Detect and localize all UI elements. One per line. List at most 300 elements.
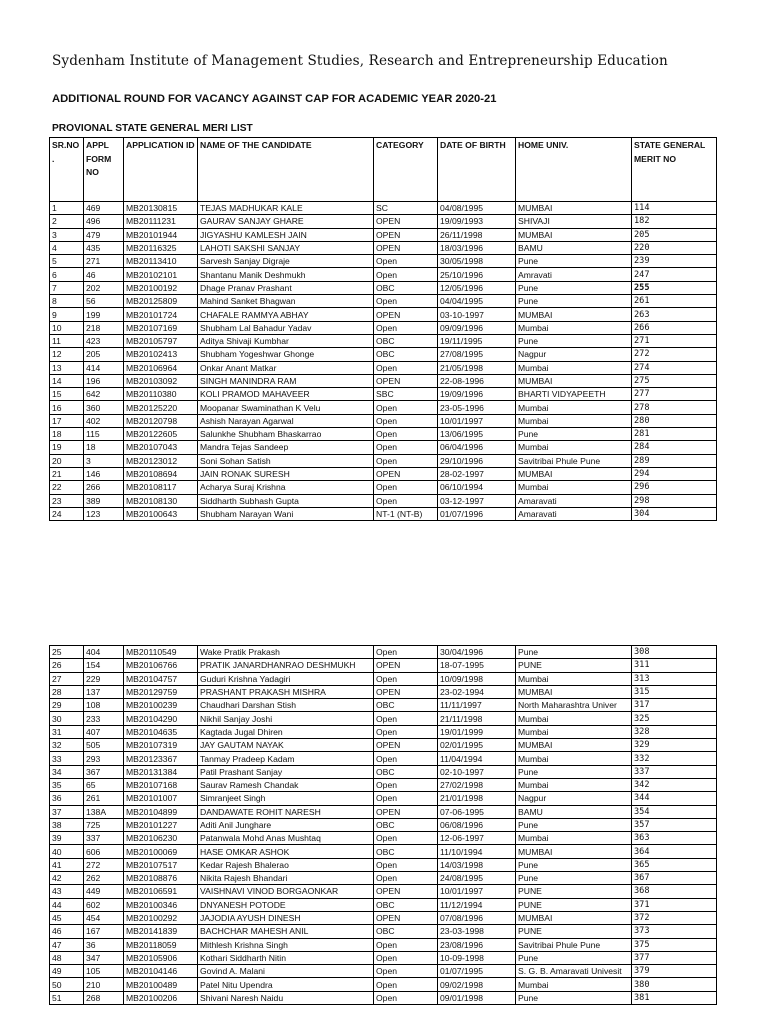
cell-candidate-name: Kothari Siddharth Nitin	[198, 951, 374, 964]
cell-date-of-birth: 28-02-1997	[438, 467, 516, 480]
cell-candidate-name: Tanmay Pradeep Kadam	[198, 752, 374, 765]
cell-date-of-birth: 23-03-1998	[438, 925, 516, 938]
cell-application-id: MB20110549	[124, 646, 198, 659]
cell-sr-no: 40	[50, 845, 84, 858]
cell-sr-no: 13	[50, 361, 84, 374]
cell-application-id: MB20116325	[124, 241, 198, 254]
cell-appl-form-no: 3	[84, 454, 124, 467]
table-row	[50, 765, 717, 778]
cell-category: Open	[374, 268, 438, 281]
cell-appl-form-no: 449	[84, 885, 124, 898]
cell-category: Open	[374, 646, 438, 659]
cell-category: OPEN	[374, 241, 438, 254]
cell-candidate-name: VAISHNAVI VINOD BORGAONKAR	[198, 885, 374, 898]
cell-sr-no: 48	[50, 951, 84, 964]
cell-date-of-birth: 04/04/1995	[438, 295, 516, 308]
cell-merit-no: 372	[632, 911, 717, 924]
cell-sr-no: 41	[50, 858, 84, 871]
col-candidate-name: NAME OF THE CANDIDATE	[198, 138, 374, 202]
cell-category: Open	[374, 965, 438, 978]
cell-category: OBC	[374, 845, 438, 858]
cell-sr-no: 18	[50, 428, 84, 441]
cell-application-id: MB20101007	[124, 792, 198, 805]
cell-candidate-name: Aditi Anil Jungharе	[198, 818, 374, 831]
cell-candidate-name: Patil Prashant Sanjay	[198, 765, 374, 778]
cell-sr-no: 46	[50, 925, 84, 938]
cell-home-univ: Mumbai	[516, 712, 632, 725]
table-row	[50, 885, 717, 898]
cell-category: Open	[374, 401, 438, 414]
cell-application-id: MB20106766	[124, 659, 198, 672]
cell-appl-form-no: 123	[84, 507, 124, 520]
cell-appl-form-no: 271	[84, 255, 124, 268]
cell-sr-no: 23	[50, 494, 84, 507]
table-header-row	[50, 138, 717, 202]
cell-application-id: MB20100346	[124, 898, 198, 911]
table-row	[50, 699, 717, 712]
cell-home-univ: Pune	[516, 646, 632, 659]
cell-merit-no: 272	[632, 348, 717, 361]
cell-merit-no: 368	[632, 885, 717, 898]
cell-candidate-name: Siddharth Subhash Gupta	[198, 494, 374, 507]
cell-sr-no: 42	[50, 872, 84, 885]
merit-table-2	[49, 645, 717, 1005]
cell-home-univ: Mumbai	[516, 401, 632, 414]
cell-merit-no: 281	[632, 428, 717, 441]
table-row	[50, 454, 717, 467]
cell-application-id: MB20120798	[124, 414, 198, 427]
cell-candidate-name: Onkar Anant Matkar	[198, 361, 374, 374]
cell-home-univ: Pune	[516, 428, 632, 441]
cell-appl-form-no: 56	[84, 295, 124, 308]
cell-application-id: MB20100239	[124, 699, 198, 712]
cell-sr-no: 19	[50, 441, 84, 454]
cell-date-of-birth: 21/01/1998	[438, 792, 516, 805]
cell-category: Open	[374, 454, 438, 467]
cell-home-univ: Mumbai	[516, 361, 632, 374]
cell-home-univ: MUMBAI	[516, 685, 632, 698]
cell-category: OBC	[374, 925, 438, 938]
cell-date-of-birth: 11/10/1994	[438, 845, 516, 858]
cell-appl-form-no: 218	[84, 321, 124, 334]
cell-category: Open	[374, 428, 438, 441]
table-row	[50, 978, 717, 991]
cell-category: Open	[374, 361, 438, 374]
cell-application-id: MB20101944	[124, 228, 198, 241]
cell-sr-no: 25	[50, 646, 84, 659]
cell-home-univ: MUMBAI	[516, 228, 632, 241]
cell-sr-no: 1	[50, 202, 84, 215]
cell-candidate-name: CHAFALE RAMMYA ABHAY	[198, 308, 374, 321]
table-row	[50, 494, 717, 507]
cell-category: OPEN	[374, 467, 438, 480]
cell-category: Open	[374, 441, 438, 454]
table-row	[50, 778, 717, 791]
cell-home-univ: Amravati	[516, 268, 632, 281]
cell-merit-no: 317	[632, 699, 717, 712]
cell-date-of-birth: 07/08/1996	[438, 911, 516, 924]
cell-merit-no: 296	[632, 481, 717, 494]
cell-sr-no: 35	[50, 778, 84, 791]
cell-date-of-birth: 10/01/1997	[438, 885, 516, 898]
cell-merit-no: 247	[632, 268, 717, 281]
cell-candidate-name: Acharya Suraj Krishna	[198, 481, 374, 494]
cell-merit-no: 328	[632, 725, 717, 738]
cell-appl-form-no: 229	[84, 672, 124, 685]
cell-candidate-name: Saurav Ramesh Chandak	[198, 778, 374, 791]
cell-application-id: MB20108876	[124, 872, 198, 885]
cell-sr-no: 28	[50, 685, 84, 698]
cell-application-id: MB20100069	[124, 845, 198, 858]
cell-home-univ: Mumbai	[516, 481, 632, 494]
cell-appl-form-no: 423	[84, 334, 124, 347]
cell-date-of-birth: 23-05-1996	[438, 401, 516, 414]
table-row	[50, 348, 717, 361]
table-row	[50, 228, 717, 241]
cell-application-id: MB20123367	[124, 752, 198, 765]
cell-home-univ: BAMU	[516, 241, 632, 254]
cell-category: OPEN	[374, 685, 438, 698]
cell-merit-no: 365	[632, 858, 717, 871]
cell-sr-no: 11	[50, 334, 84, 347]
table-row	[50, 725, 717, 738]
cell-appl-form-no: 261	[84, 792, 124, 805]
table-row	[50, 739, 717, 752]
cell-sr-no: 39	[50, 832, 84, 845]
cell-sr-no: 49	[50, 965, 84, 978]
cell-appl-form-no: 602	[84, 898, 124, 911]
cell-appl-form-no: 293	[84, 752, 124, 765]
cell-category: SC	[374, 202, 438, 215]
cell-category: OBC	[374, 699, 438, 712]
cell-merit-no: 379	[632, 965, 717, 978]
cell-candidate-name: BACHCHAR MAHESH ANIL	[198, 925, 374, 938]
cell-category: Open	[374, 725, 438, 738]
cell-date-of-birth: 23/08/1996	[438, 938, 516, 951]
cell-application-id: MB20107169	[124, 321, 198, 334]
cell-category: OPEN	[374, 739, 438, 752]
table-row	[50, 414, 717, 427]
cell-appl-form-no: 272	[84, 858, 124, 871]
cell-candidate-name: Simranjeet Singh	[198, 792, 374, 805]
cell-appl-form-no: 389	[84, 494, 124, 507]
cell-merit-no: 380	[632, 978, 717, 991]
cell-home-univ: Mumbai	[516, 441, 632, 454]
cell-sr-no: 36	[50, 792, 84, 805]
cell-category: SBC	[374, 388, 438, 401]
cell-home-univ: Pune	[516, 295, 632, 308]
cell-category: OPEN	[374, 308, 438, 321]
cell-sr-no: 33	[50, 752, 84, 765]
cell-candidate-name: Ashish Narayan Agarwal	[198, 414, 374, 427]
col-sr-no: SR.NO .	[50, 138, 84, 202]
cell-date-of-birth: 27/08/1995	[438, 348, 516, 361]
cell-category: Open	[374, 295, 438, 308]
cell-merit-no: 311	[632, 659, 717, 672]
cell-home-univ: Pune	[516, 951, 632, 964]
cell-merit-no: 377	[632, 951, 717, 964]
table-row	[50, 215, 717, 228]
cell-appl-form-no: 367	[84, 765, 124, 778]
cell-appl-form-no: 337	[84, 832, 124, 845]
cell-merit-no: 278	[632, 401, 717, 414]
cell-appl-form-no: 137	[84, 685, 124, 698]
cell-sr-no: 9	[50, 308, 84, 321]
table-row	[50, 911, 717, 924]
cell-date-of-birth: 09/09/1996	[438, 321, 516, 334]
cell-application-id: MB20104757	[124, 672, 198, 685]
cell-appl-form-no: 404	[84, 646, 124, 659]
cell-sr-no: 2	[50, 215, 84, 228]
cell-merit-no: 220	[632, 241, 717, 254]
cell-home-univ: Savitribai Phule Pune	[516, 938, 632, 951]
cell-date-of-birth: 29/10/1996	[438, 454, 516, 467]
cell-candidate-name: Salunkhe Shubham Bhaskarrao	[198, 428, 374, 441]
cell-date-of-birth: 24/08/1995	[438, 872, 516, 885]
cell-candidate-name: Aditya Shivaji Kumbhar	[198, 334, 374, 347]
cell-application-id: MB20110380	[124, 388, 198, 401]
cell-home-univ: PUNE	[516, 885, 632, 898]
col-category: CATEGORY	[374, 138, 438, 202]
cell-candidate-name: KOLI PRAMOD MAHAVEER	[198, 388, 374, 401]
cell-appl-form-no: 642	[84, 388, 124, 401]
cell-application-id: MB20125220	[124, 401, 198, 414]
round-title: ADDITIONAL ROUND FOR VACANCY AGAINST CAP FOR ACADEMIC YEAR 2020-21	[52, 93, 497, 105]
cell-merit-no: 275	[632, 374, 717, 387]
cell-home-univ: Mumbai	[516, 321, 632, 334]
cell-appl-form-no: 196	[84, 374, 124, 387]
cell-merit-no: 271	[632, 334, 717, 347]
cell-candidate-name: PRATIK JANARDHANRAO DESHMUKH	[198, 659, 374, 672]
cell-merit-no: 205	[632, 228, 717, 241]
cell-candidate-name: Guduri Krishna Yadagiri	[198, 672, 374, 685]
table-row	[50, 672, 717, 685]
cell-date-of-birth: 10/09/1998	[438, 672, 516, 685]
cell-merit-no: 371	[632, 898, 717, 911]
cell-category: Open	[374, 872, 438, 885]
cell-category: OBC	[374, 818, 438, 831]
cell-candidate-name: TEJAS MADHUKAR KALE	[198, 202, 374, 215]
cell-home-univ: BHARTI VIDYAPEETH	[516, 388, 632, 401]
cell-date-of-birth: 10-09-1998	[438, 951, 516, 964]
cell-merit-no: 182	[632, 215, 717, 228]
cell-merit-no: 337	[632, 765, 717, 778]
cell-category: OPEN	[374, 911, 438, 924]
table-row	[50, 818, 717, 831]
cell-application-id: MB20102101	[124, 268, 198, 281]
cell-home-univ: Mumbai	[516, 752, 632, 765]
cell-category: Open	[374, 481, 438, 494]
cell-candidate-name: Mandra Tejas Sandeep	[198, 441, 374, 454]
cell-appl-form-no: 360	[84, 401, 124, 414]
institute-title: Sydenham Institute of Management Studies, Research and Entrepreneurship Education	[52, 53, 668, 69]
cell-appl-form-no: 65	[84, 778, 124, 791]
cell-home-univ: Pune	[516, 818, 632, 831]
cell-sr-no: 15	[50, 388, 84, 401]
cell-category: OPEN	[374, 215, 438, 228]
table-row	[50, 202, 717, 215]
cell-date-of-birth: 02/01/1995	[438, 739, 516, 752]
cell-sr-no: 20	[50, 454, 84, 467]
cell-sr-no: 24	[50, 507, 84, 520]
cell-candidate-name: Wake Pratik Prakash	[198, 646, 374, 659]
cell-appl-form-no: 233	[84, 712, 124, 725]
cell-home-univ: Pune	[516, 765, 632, 778]
cell-candidate-name: Mahind Sanket Bhagwan	[198, 295, 374, 308]
cell-application-id: MB20123012	[124, 454, 198, 467]
cell-category: OPEN	[374, 228, 438, 241]
cell-home-univ: Pune	[516, 872, 632, 885]
cell-merit-no: 304	[632, 507, 717, 520]
cell-appl-form-no: 725	[84, 818, 124, 831]
cell-appl-form-no: 36	[84, 938, 124, 951]
cell-appl-form-no: 435	[84, 241, 124, 254]
table-row	[50, 361, 717, 374]
cell-sr-no: 47	[50, 938, 84, 951]
cell-appl-form-no: 154	[84, 659, 124, 672]
list-title: PROVIONAL STATE GENERAL MERI LIST	[52, 123, 253, 134]
cell-sr-no: 37	[50, 805, 84, 818]
cell-sr-no: 45	[50, 911, 84, 924]
cell-sr-no: 16	[50, 401, 84, 414]
cell-home-univ: BAMU	[516, 805, 632, 818]
cell-category: Open	[374, 778, 438, 791]
cell-home-univ: Mumbai	[516, 978, 632, 991]
cell-application-id: MB20105797	[124, 334, 198, 347]
cell-category: OBC	[374, 348, 438, 361]
table-row	[50, 281, 717, 294]
cell-home-univ: MUMBAI	[516, 374, 632, 387]
col-merit-no: STATE GENERAL MERIT NO	[632, 138, 717, 202]
cell-category: Open	[374, 991, 438, 1004]
cell-appl-form-no: 205	[84, 348, 124, 361]
cell-merit-no: 332	[632, 752, 717, 765]
table-row	[50, 965, 717, 978]
cell-candidate-name: Soni Sohan Satish	[198, 454, 374, 467]
cell-candidate-name: Kagtada Jugal Dhiren	[198, 725, 374, 738]
cell-sr-no: 17	[50, 414, 84, 427]
table-row	[50, 991, 717, 1004]
cell-date-of-birth: 09/02/1998	[438, 978, 516, 991]
cell-home-univ: PUNE	[516, 898, 632, 911]
cell-date-of-birth: 25/10/1996	[438, 268, 516, 281]
cell-merit-no: 329	[632, 739, 717, 752]
cell-category: Open	[374, 255, 438, 268]
cell-application-id: MB20100489	[124, 978, 198, 991]
cell-date-of-birth: 21/05/1998	[438, 361, 516, 374]
table-row	[50, 712, 717, 725]
table-row	[50, 752, 717, 765]
cell-appl-form-no: 46	[84, 268, 124, 281]
cell-sr-no: 21	[50, 467, 84, 480]
cell-date-of-birth: 19/09/1996	[438, 388, 516, 401]
cell-date-of-birth: 02-10-1997	[438, 765, 516, 778]
cell-application-id: MB20108694	[124, 467, 198, 480]
cell-merit-no: 266	[632, 321, 717, 334]
table-row	[50, 441, 717, 454]
cell-sr-no: 34	[50, 765, 84, 778]
table-row	[50, 295, 717, 308]
cell-application-id: MB20101227	[124, 818, 198, 831]
cell-date-of-birth: 26/11/1998	[438, 228, 516, 241]
cell-appl-form-no: 199	[84, 308, 124, 321]
cell-merit-no: 255	[632, 281, 717, 294]
cell-category: Open	[374, 978, 438, 991]
cell-candidate-name: Sarvesh Sanjay Digraje	[198, 255, 374, 268]
cell-date-of-birth: 11/11/1997	[438, 699, 516, 712]
cell-candidate-name: DANDAWATE ROHIT NARESH	[198, 805, 374, 818]
cell-category: Open	[374, 792, 438, 805]
cell-sr-no: 5	[50, 255, 84, 268]
cell-candidate-name: JAIN RONAK SURESH	[198, 467, 374, 480]
cell-appl-form-no: 105	[84, 965, 124, 978]
cell-sr-no: 30	[50, 712, 84, 725]
cell-application-id: MB20104899	[124, 805, 198, 818]
cell-merit-no: 344	[632, 792, 717, 805]
cell-date-of-birth: 07-06-1995	[438, 805, 516, 818]
cell-merit-no: 373	[632, 925, 717, 938]
table-row	[50, 951, 717, 964]
cell-sr-no: 4	[50, 241, 84, 254]
cell-appl-form-no: 108	[84, 699, 124, 712]
cell-category: OPEN	[374, 805, 438, 818]
cell-candidate-name: JIGYASHU KAMLESH JAIN	[198, 228, 374, 241]
cell-application-id: MB20141839	[124, 925, 198, 938]
cell-appl-form-no: 414	[84, 361, 124, 374]
cell-merit-no: 274	[632, 361, 717, 374]
cell-merit-no: 261	[632, 295, 717, 308]
cell-application-id: MB20100643	[124, 507, 198, 520]
cell-home-univ: Mumbai	[516, 725, 632, 738]
cell-date-of-birth: 27/02/1998	[438, 778, 516, 791]
table-row	[50, 646, 717, 659]
cell-category: Open	[374, 414, 438, 427]
cell-candidate-name: SINGH MANINDRA RAM	[198, 374, 374, 387]
cell-candidate-name: Patel Nitu Upendra	[198, 978, 374, 991]
cell-application-id: MB20100192	[124, 281, 198, 294]
cell-sr-no: 12	[50, 348, 84, 361]
cell-category: Open	[374, 672, 438, 685]
cell-date-of-birth: 09/01/1998	[438, 991, 516, 1004]
cell-home-univ: MUMBAI	[516, 739, 632, 752]
col-date-of-birth: DATE OF BIRTH	[438, 138, 516, 202]
table-row	[50, 845, 717, 858]
cell-date-of-birth: 01/07/1996	[438, 507, 516, 520]
cell-candidate-name: Nikita Rajesh Bhandari	[198, 872, 374, 885]
cell-appl-form-no: 202	[84, 281, 124, 294]
cell-application-id: MB20131384	[124, 765, 198, 778]
cell-application-id: MB20100206	[124, 991, 198, 1004]
cell-merit-no: 375	[632, 938, 717, 951]
cell-merit-no: 277	[632, 388, 717, 401]
cell-merit-no: 294	[632, 467, 717, 480]
cell-merit-no: 280	[632, 414, 717, 427]
cell-date-of-birth: 21/11/1998	[438, 712, 516, 725]
cell-sr-no: 6	[50, 268, 84, 281]
cell-candidate-name: GAURAV SANJAY GHARE	[198, 215, 374, 228]
cell-category: OBC	[374, 281, 438, 294]
cell-merit-no: 381	[632, 991, 717, 1004]
cell-application-id: MB20105906	[124, 951, 198, 964]
cell-appl-form-no: 115	[84, 428, 124, 441]
cell-application-id: MB20118059	[124, 938, 198, 951]
cell-candidate-name: JAJODIA AYUSH DINESH	[198, 911, 374, 924]
cell-application-id: MB20104146	[124, 965, 198, 978]
cell-category: Open	[374, 832, 438, 845]
cell-date-of-birth: 11/04/1994	[438, 752, 516, 765]
cell-date-of-birth: 18-07-1995	[438, 659, 516, 672]
cell-home-univ: Amaravati	[516, 494, 632, 507]
